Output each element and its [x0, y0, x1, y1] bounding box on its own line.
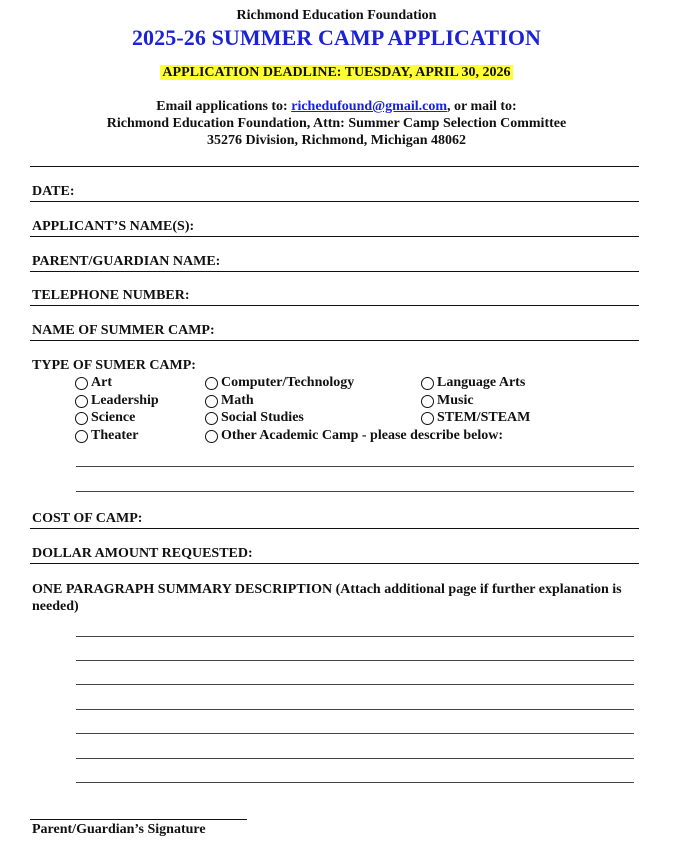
signature-label: Parent/Guardian’s Signature — [32, 822, 206, 837]
dollar-amount-label: DOLLAR AMOUNT REQUESTED: — [32, 546, 253, 561]
option-label: Other Academic Camp - please describe below: — [221, 428, 504, 443]
radio-circle-icon[interactable] — [205, 395, 218, 408]
page-title: 2025-26 SUMMER CAMP APPLICATION — [131, 25, 542, 50]
summary-line[interactable] — [76, 660, 634, 661]
option-social-studies[interactable] — [205, 410, 304, 426]
radio-circle-icon[interactable] — [75, 377, 88, 390]
option-computer-technology[interactable] — [205, 375, 354, 391]
signature-line[interactable] — [30, 819, 247, 820]
option-label: Science — [91, 410, 136, 425]
radio-circle-icon[interactable] — [205, 430, 218, 443]
option-stem-steam[interactable] — [421, 410, 530, 426]
radio-circle-icon[interactable] — [75, 430, 88, 443]
parent-name-label: PARENT/GUARDIAN NAME: — [32, 254, 221, 269]
summary-line[interactable] — [76, 636, 634, 637]
email-suffix: , or mail to: — [446, 99, 517, 114]
camp-name-label: NAME OF SUMMER CAMP: — [32, 323, 215, 338]
other-description-line[interactable] — [76, 466, 634, 467]
option-science[interactable] — [75, 410, 135, 426]
radio-circle-icon[interactable] — [421, 412, 434, 425]
option-art[interactable] — [75, 375, 112, 391]
camp-type-label: TYPE OF SUMER CAMP: — [32, 358, 196, 373]
email-link[interactable]: richedufound@gmail.com — [291, 99, 447, 114]
radio-circle-icon[interactable] — [75, 412, 88, 425]
date-line — [30, 201, 639, 202]
summary-line[interactable] — [76, 733, 634, 734]
summary-line[interactable] — [76, 684, 634, 685]
option-label: Math — [221, 393, 254, 408]
option-label: Language Arts — [437, 375, 526, 390]
option-music[interactable] — [421, 393, 474, 409]
option-label: Leadership — [91, 393, 159, 408]
deadline-text: APPLICATION DEADLINE: TUESDAY, APRIL 30, 2026 — [162, 65, 511, 80]
option-other-academic[interactable] — [205, 428, 503, 444]
address-line-2: 35276 Division, Richmond, Michigan 48062 — [206, 133, 467, 148]
option-label: Music — [437, 393, 474, 408]
radio-circle-icon[interactable] — [421, 377, 434, 390]
summary-line[interactable] — [76, 709, 634, 710]
option-label: Art — [91, 375, 112, 390]
option-label: Theater — [91, 428, 139, 443]
option-label: Computer/Technology — [221, 375, 355, 390]
email-line — [0, 99, 673, 115]
parent-name-line — [30, 271, 639, 272]
applicant-name-label: APPLICANT’S NAME(S): — [32, 219, 195, 234]
dollar-amount-line — [30, 563, 639, 564]
applicant-name-line — [30, 236, 639, 237]
header-divider — [30, 166, 639, 167]
option-label: STEM/STEAM — [437, 410, 531, 425]
option-leadership[interactable] — [75, 393, 159, 409]
option-label: Social Studies — [221, 410, 304, 425]
summary-line[interactable] — [76, 758, 634, 759]
address-line-1: Richmond Education Foundation, Attn: Summer Camp Selection Committee — [106, 116, 567, 131]
telephone-line — [30, 305, 639, 306]
date-label: DATE: — [32, 184, 75, 199]
radio-circle-icon[interactable] — [205, 377, 218, 390]
option-language-arts[interactable] — [421, 375, 525, 391]
option-math[interactable] — [205, 393, 254, 409]
summary-line[interactable] — [76, 782, 634, 783]
organization-name: Richmond Education Foundation — [236, 8, 437, 23]
telephone-label: TELEPHONE NUMBER: — [32, 288, 190, 303]
radio-circle-icon[interactable] — [205, 412, 218, 425]
summary-label: ONE PARAGRAPH SUMMARY DESCRIPTION (Attach additional page if further explanation is needed) — [32, 582, 622, 614]
radio-circle-icon[interactable] — [75, 395, 88, 408]
email-prefix: Email applications to: — [156, 99, 292, 114]
option-theater[interactable] — [75, 428, 138, 444]
other-description-line[interactable] — [76, 491, 634, 492]
deadline-notice — [0, 65, 673, 81]
radio-circle-icon[interactable] — [421, 395, 434, 408]
camp-name-line — [30, 340, 639, 341]
cost-label: COST OF CAMP: — [32, 511, 143, 526]
cost-line — [30, 528, 639, 529]
